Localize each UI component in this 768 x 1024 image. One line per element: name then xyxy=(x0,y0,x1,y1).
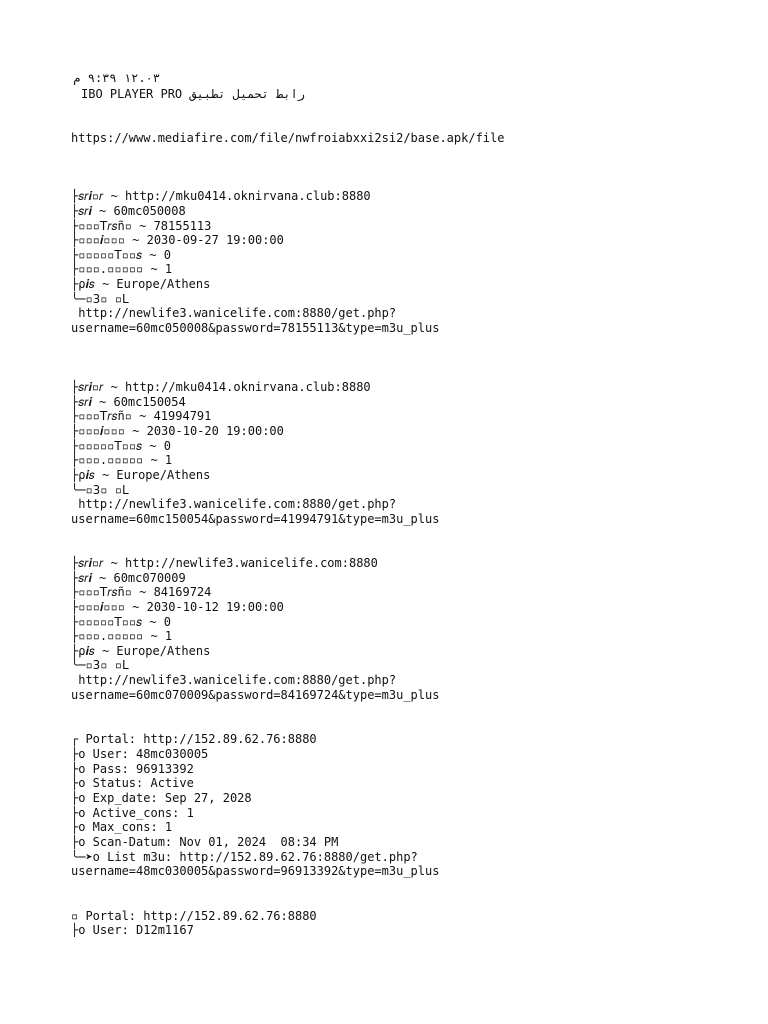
timezone-line: ├ρ𝒊𝑠 ~ Europe/Athens xyxy=(71,277,211,291)
header-date-time: ١٢.٠٣ ٩:٣٩ م xyxy=(73,71,160,85)
server-line: ├𝑠𝑟𝒊▫𝑟 ~ http://newlife3.wanicelife.com:8880 xyxy=(71,556,378,570)
password-line: ├▫▫▫𝖳𝑟𝑠ñ▫ ~ 41994791 xyxy=(71,409,212,423)
m3u-params-line[interactable]: username=60mc050008&password=78155113&type=m3u_plus xyxy=(71,321,440,335)
m3u-params-line[interactable]: username=60mc150054&password=41994791&type=m3u_plus xyxy=(71,512,440,526)
m3u-url-line[interactable]: http://newlife3.wanicelife.com:8880/get.php? xyxy=(71,673,397,687)
user-line: ├o User: 48mc030005 xyxy=(71,747,209,761)
max-line: ├▫▫▫.▫▫▫▫▫ ~ 1 xyxy=(71,262,173,276)
header-title: رابط تحميل تطبيق IBO PLAYER PRO xyxy=(81,87,305,101)
portal-line: ▫ Portal: http://152.89.62.76:8880 xyxy=(71,909,317,923)
m3u-url-line[interactable]: http://newlife3.wanicelife.com:8880/get.php? xyxy=(71,497,397,511)
list-line: ╰─▫𝟥▫ ▫𝖫 xyxy=(71,292,129,306)
list-line: ╰─▫𝟥▫ ▫𝖫 xyxy=(71,658,129,672)
max-line: ├▫▫▫.▫▫▫▫▫ ~ 1 xyxy=(71,453,173,467)
m3u-url-line[interactable]: http://newlife3.wanicelife.com:8880/get.php? xyxy=(71,306,397,320)
max-line: ├▫▫▫.▫▫▫▫▫ ~ 1 xyxy=(71,629,173,643)
active-line: ├▫▫▫▫▫𝖳▫▫𝑠 ~ 0 xyxy=(71,248,171,262)
timezone-line: ├ρ𝒊𝑠 ~ Europe/Athens xyxy=(71,468,211,482)
server-line: ├𝑠𝑟𝒊▫𝑟 ~ http://mku0414.oknirvana.club:8880 xyxy=(71,189,371,203)
status-line: ├o Status: Active xyxy=(71,776,194,790)
m3u-url-line[interactable]: ╰─➤o List m3u: http://152.89.62.76:8880/get.php? xyxy=(71,850,418,864)
active-line: ├▫▫▫▫▫𝖳▫▫𝑠 ~ 0 xyxy=(71,615,171,629)
password-line: ├▫▫▫𝖳𝑟𝑠ñ▫ ~ 78155113 xyxy=(71,219,212,233)
expiry-line: ├▫▫▫𝒊▫▫▫ ~ 2030-10-12 19:00:00 xyxy=(71,600,284,614)
active-cons-line: ├o Active_cons: 1 xyxy=(71,806,194,820)
expiry-line: ├▫▫▫𝒊▫▫▫ ~ 2030-09-27 19:00:00 xyxy=(71,233,284,247)
user-line: ├𝑠𝑟𝒊 ~ 60mc050008 xyxy=(71,204,186,218)
m3u-params-line[interactable]: username=60mc070009&password=84169724&type=m3u_plus xyxy=(71,688,440,702)
pass-line: ├o Pass: 96913392 xyxy=(71,762,194,776)
user-line: ├o User: D12m1167 xyxy=(71,923,194,937)
active-line: ├▫▫▫▫▫𝖳▫▫𝑠 ~ 0 xyxy=(71,439,171,453)
max-cons-line: ├o Max_cons: 1 xyxy=(71,820,173,834)
list-line: ╰─▫𝟥▫ ▫𝖫 xyxy=(71,483,129,497)
server-line: ├𝑠𝑟𝒊▫𝑟 ~ http://mku0414.oknirvana.club:8880 xyxy=(71,380,371,394)
scan-datum-line: ├o Scan-Datum: Nov 01, 2024 08:34 PM xyxy=(71,835,339,849)
user-line: ├𝑠𝑟𝒊 ~ 60mc070009 xyxy=(71,571,186,585)
portal-line: ┌ Portal: http://152.89.62.76:8880 xyxy=(71,732,317,746)
timezone-line: ├ρ𝒊𝑠 ~ Europe/Athens xyxy=(71,644,211,658)
expiry-line: ├▫▫▫𝒊▫▫▫ ~ 2030-10-20 19:00:00 xyxy=(71,424,284,438)
m3u-params-line[interactable]: username=48mc030005&password=96913392&type=m3u_plus xyxy=(71,864,440,878)
user-line: ├𝑠𝑟𝒊 ~ 60mc150054 xyxy=(71,395,186,409)
exp-date-line: ├o Exp_date: Sep 27, 2028 xyxy=(71,791,252,805)
download-link[interactable]: https://www.mediafire.com/file/nwfroiabxxi2si2/base.apk/file xyxy=(71,131,505,145)
password-line: ├▫▫▫𝖳𝑟𝑠ñ▫ ~ 84169724 xyxy=(71,585,212,599)
